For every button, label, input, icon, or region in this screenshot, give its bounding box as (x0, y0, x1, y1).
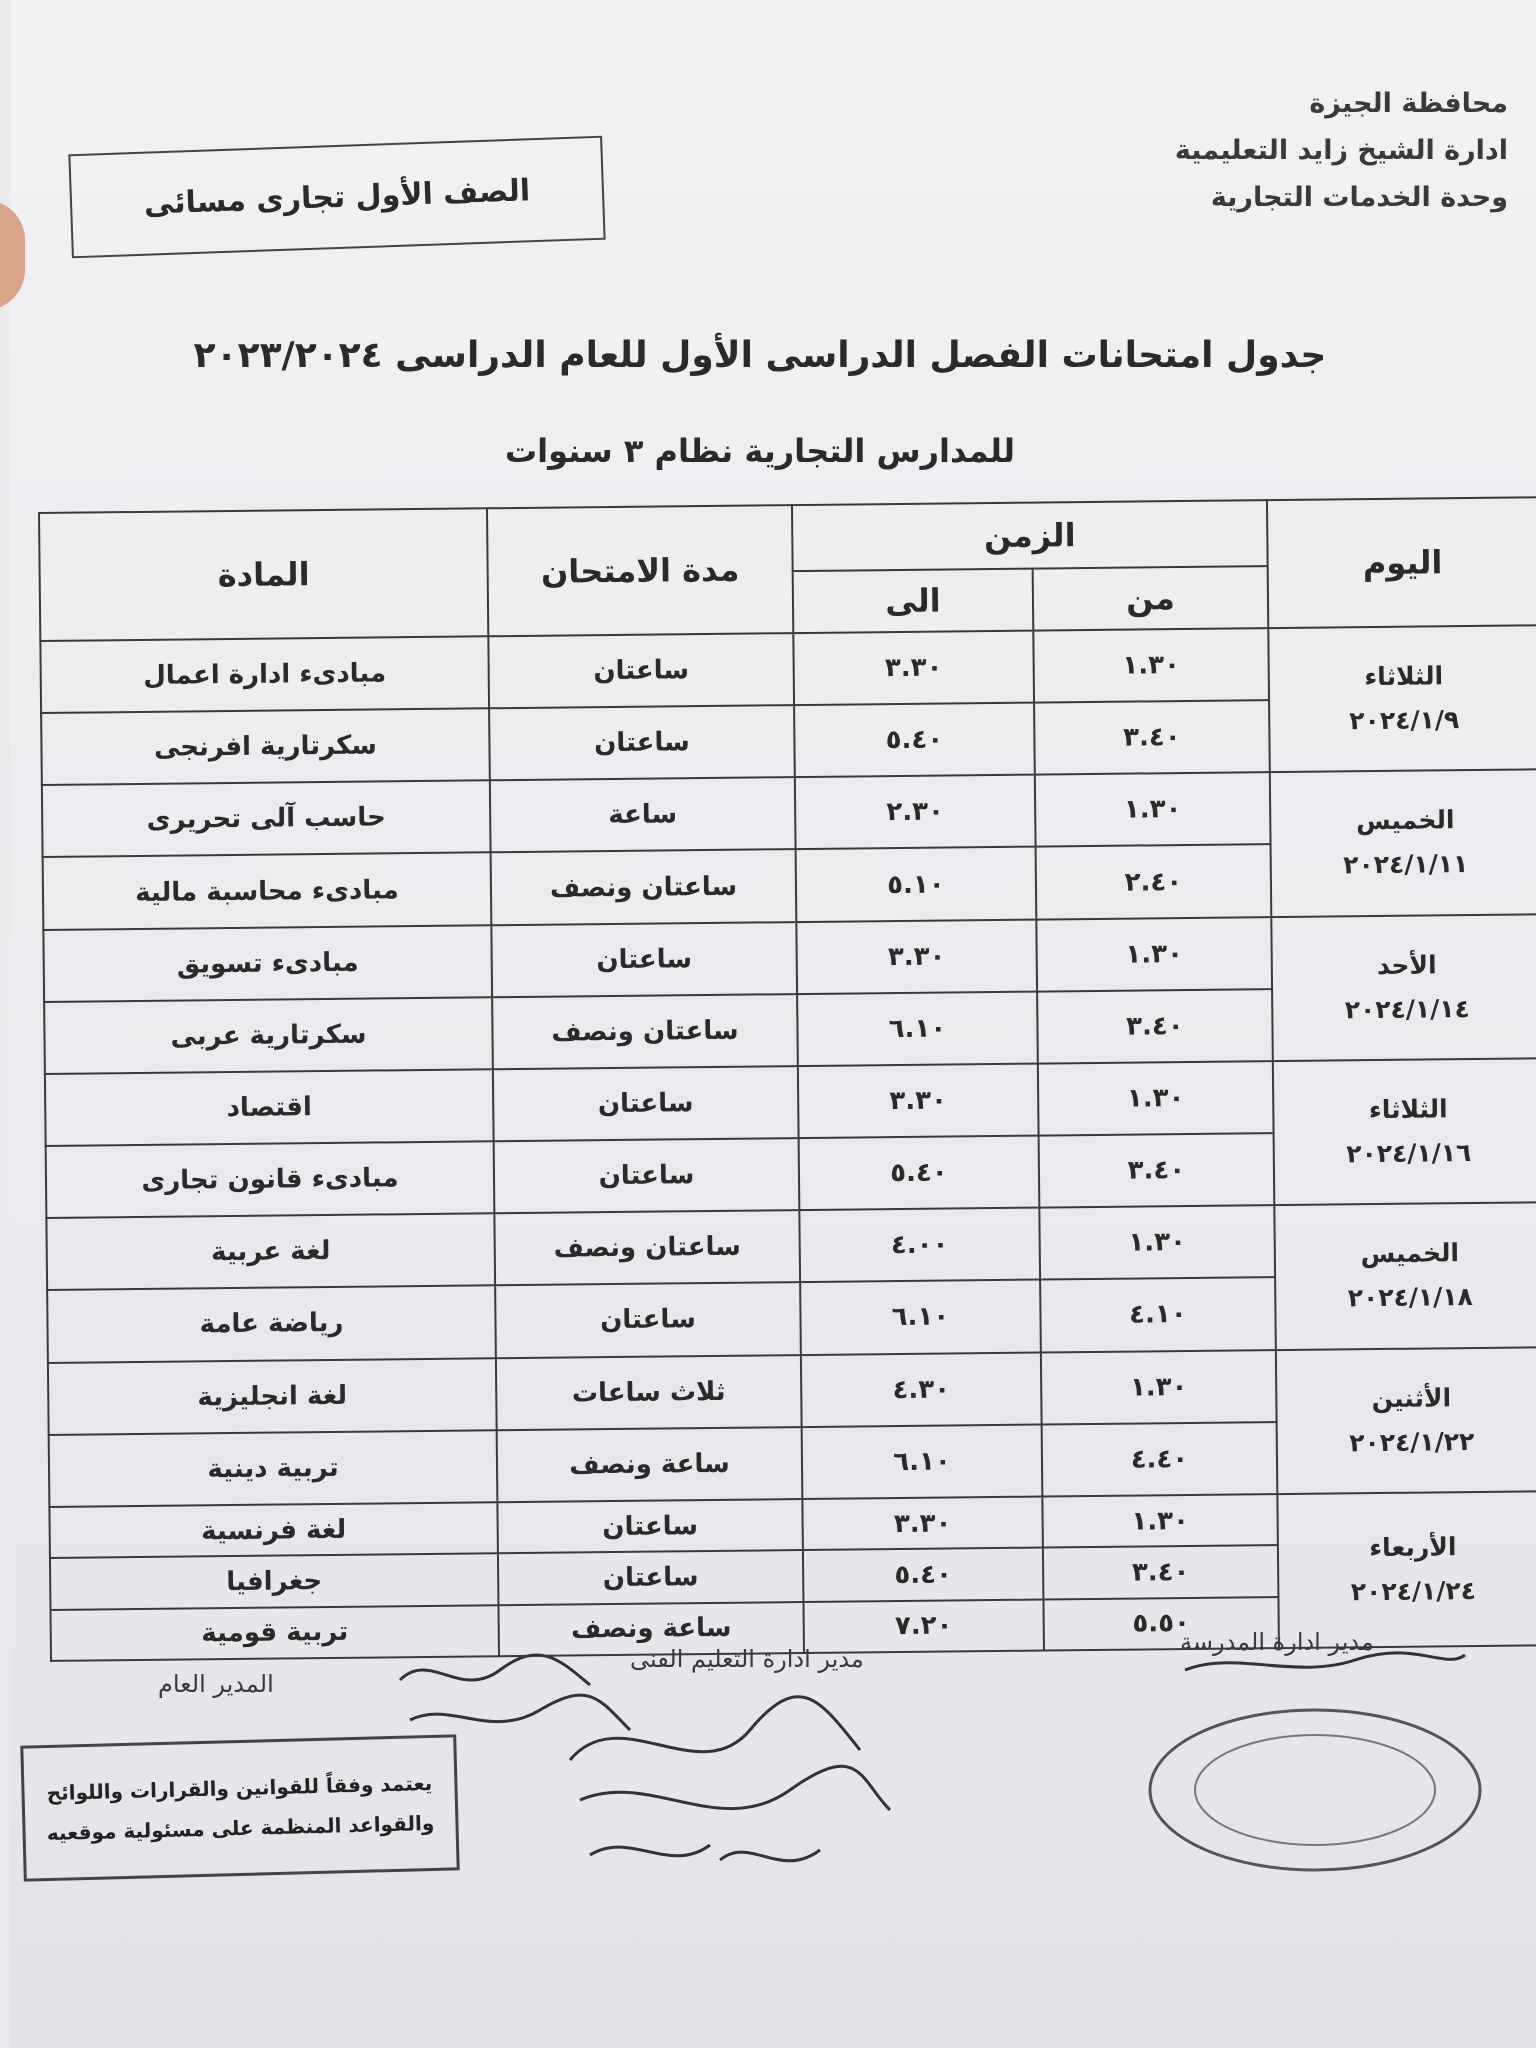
time-to: ٣.٣٠ (802, 1496, 1043, 1550)
time-to: ٦.١٠ (797, 991, 1038, 1066)
header-from: من (1033, 566, 1269, 630)
exam-subject: مبادىء ادارة اعمال (40, 636, 489, 713)
day-name: الخميس (1360, 1238, 1460, 1269)
exam-duration: ساعتان (493, 1066, 799, 1141)
document-subtitle: للمدارس التجارية نظام ٣ سنوات (505, 432, 1015, 470)
time-to: ٥.٤٠ (794, 703, 1035, 778)
governorate-line: محافظة الجيزة (1309, 88, 1508, 119)
exam-subject: مبادىء قانون تجارى (46, 1141, 495, 1218)
time-from: ١.٣٠ (1035, 772, 1271, 847)
exam-duration: ساعتان (491, 922, 797, 997)
day-name: الأثنين (1371, 1382, 1452, 1413)
exam-duration: ساعتان (498, 1550, 804, 1605)
day-cell (1273, 1058, 1536, 1205)
time-from: ٤.٤٠ (1042, 1422, 1278, 1497)
table-row (45, 1058, 1536, 1146)
header-subject: المادة (39, 508, 488, 641)
school-director-label: مدير ادارة المدرسة (1180, 1628, 1374, 1656)
time-from: ٣.٤٠ (1034, 700, 1270, 775)
day-name: الثلاثاء (1364, 661, 1444, 692)
time-from: ١.٣٠ (1038, 1061, 1274, 1136)
finger-edge (0, 200, 25, 310)
exam-duration: ساعتان ونصف (491, 850, 797, 925)
time-from: ١.٣٠ (1041, 1350, 1277, 1425)
day-name: الخميس (1356, 805, 1455, 836)
exam-subject: مبادىء تسويق (43, 925, 492, 1002)
exam-duration: ساعتان (489, 705, 795, 780)
day-name: الأربعاء (1369, 1532, 1457, 1563)
exam-duration: ساعتان (495, 1282, 801, 1357)
table-row (48, 1347, 1536, 1435)
time-from: ١.٣٠ (1039, 1205, 1275, 1280)
time-to: ٦.١٠ (800, 1280, 1041, 1355)
time-to: ٦.١٠ (802, 1424, 1043, 1499)
day-cell (1268, 625, 1536, 772)
day-date: ٢٠٢٤/١/٢٤ (1350, 1575, 1477, 1607)
time-to: ٥.١٠ (796, 847, 1037, 922)
time-from: ٣.٤٠ (1037, 989, 1273, 1064)
day-cell (1276, 1347, 1536, 1494)
issuing-authority (1088, 80, 1508, 221)
table-row (42, 770, 1536, 858)
time-to: ٧.٢٠ (803, 1599, 1044, 1653)
time-from: ٣.٤٠ (1043, 1545, 1279, 1599)
time-from: ٥.٥٠ (1043, 1597, 1279, 1651)
exam-subject: تربية قومية (50, 1605, 499, 1661)
day-name: الثلاثاء (1368, 1094, 1448, 1125)
day-date: ٢٠٢٤/١/٢٢ (1349, 1426, 1475, 1458)
time-to: ٣.٣٠ (796, 919, 1037, 994)
exam-duration: ثلاث ساعات (496, 1355, 802, 1430)
exam-duration: ساعتان ونصف (492, 994, 798, 1069)
exam-subject: لغة انجليزية (48, 1358, 497, 1435)
official-seal (1125, 1650, 1485, 1880)
exam-duration: ساعتان (488, 633, 794, 708)
header-to: الى (793, 569, 1034, 634)
time-to: ٥.٤٠ (803, 1548, 1044, 1602)
exam-duration: ساعتان ونصف (494, 1210, 800, 1285)
day-date: ٢٠٢٤/١/١٨ (1347, 1282, 1473, 1313)
exam-subject: لغة عربية (46, 1214, 495, 1291)
handwritten-signatures (390, 1640, 910, 1890)
general-director-label: المدير العام (158, 1670, 274, 1698)
header-day: اليوم (1267, 497, 1536, 628)
stamp-line-1: يعتمد وفقاً للقوانين والقرارات واللوائح (46, 1770, 433, 1806)
exam-subject: تربية دينية (49, 1430, 498, 1507)
exam-duration: ساعة (490, 777, 796, 852)
time-from: ٢.٤٠ (1036, 845, 1272, 920)
exam-duration: ساعة ونصف (498, 1602, 804, 1657)
exam-duration: ساعتان (494, 1138, 800, 1213)
day-cell (1270, 770, 1536, 917)
day-cell (1271, 914, 1536, 1061)
time-to: ٤.٣٠ (801, 1352, 1042, 1427)
administration-line: ادارة الشيخ زايد التعليمية (1174, 135, 1508, 166)
time-to: ٢.٣٠ (795, 775, 1036, 850)
grade-label: الصف الأول تجارى مسائى (143, 172, 531, 222)
exam-subject: حاسب آلى تحريرى (42, 781, 491, 858)
table-row (46, 1203, 1536, 1291)
day-date: ٢٠٢٤/١/١٤ (1344, 993, 1470, 1025)
header-time: الزمن (792, 500, 1268, 571)
table-row (43, 914, 1536, 1002)
exam-subject: لغة فرنسية (49, 1502, 498, 1558)
time-to: ٥.٤٠ (799, 1136, 1040, 1211)
time-from: ١.٣٠ (1036, 917, 1272, 992)
grade-box (68, 136, 605, 259)
approval-stamp (20, 1734, 459, 1881)
exam-subject: سكرتارية عربى (44, 997, 493, 1074)
time-to: ٣.٣٠ (798, 1063, 1039, 1138)
exam-subject: رياضة عامة (47, 1286, 496, 1363)
exam-subject: سكرتارية افرنجى (41, 708, 490, 785)
day-date: ٢٠٢٤/١/١١ (1343, 849, 1469, 880)
exam-duration: ساعتان (497, 1499, 803, 1554)
header-row (39, 497, 1536, 579)
exam-duration: ساعة ونصف (497, 1427, 803, 1502)
tech-director-label: مدير ادارة التعليم الفنى (630, 1645, 864, 1673)
document-title: جدول امتحانات الفصل الدراسى الأول للعام الدراسى ٢٠٢٣/٢٠٢٤ (193, 335, 1327, 376)
stamp-line-2: والقواعد المنظمة على مسئولية موقعيه (46, 1810, 435, 1846)
day-date: ٢٠٢٤/١/٩ (1349, 705, 1460, 736)
day-cell (1274, 1203, 1536, 1350)
time-from: ١.٣٠ (1042, 1494, 1278, 1548)
time-from: ٣.٤٠ (1039, 1133, 1275, 1208)
day-cell (1277, 1491, 1536, 1648)
exam-subject: اقتصاد (45, 1069, 494, 1146)
header-duration: مدة الامتحان (487, 505, 793, 636)
unit-line: وحدة الخدمات التجارية (1210, 182, 1508, 213)
table-row (40, 625, 1536, 713)
exam-subject: جغرافيا (50, 1553, 499, 1609)
exam-subject: مبادىء محاسبة مالية (43, 853, 492, 930)
day-date: ٢٠٢٤/١/١٦ (1346, 1138, 1472, 1169)
exam-schedule-table (38, 496, 1536, 1662)
time-from: ٤.١٠ (1040, 1277, 1276, 1352)
time-to: ٣.٣٠ (793, 631, 1034, 706)
time-to: ٤.٠٠ (799, 1208, 1040, 1283)
paper-sheet (10, 0, 1536, 2048)
time-from: ١.٣٠ (1033, 628, 1269, 703)
day-name: الأحد (1376, 950, 1437, 980)
